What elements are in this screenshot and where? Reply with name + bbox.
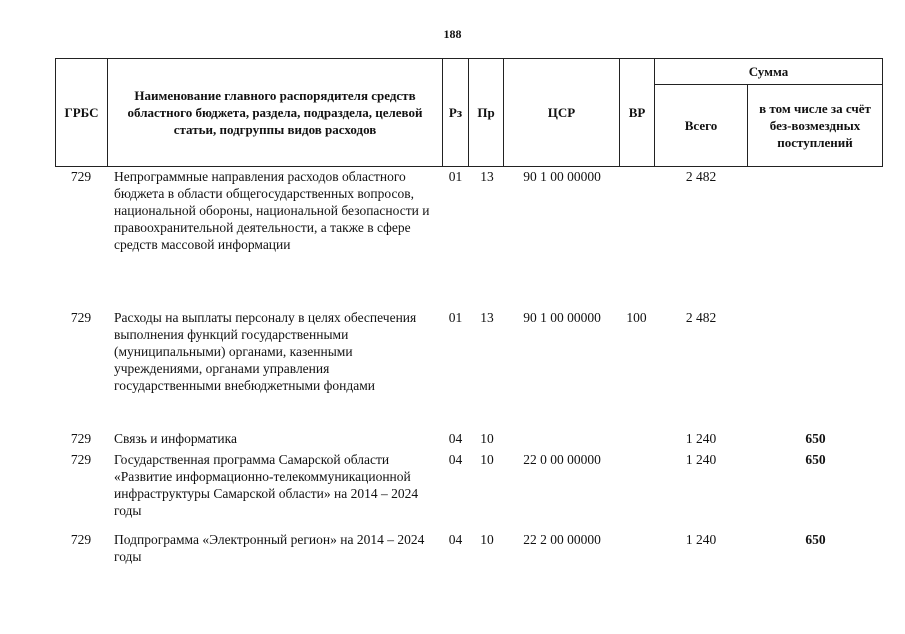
cell-csr: 22 0 00 00000 (523, 452, 601, 467)
cell-pr: 13 (480, 169, 494, 184)
cell-rz: 04 (448, 532, 463, 547)
cell-csr: 90 1 00 00000 (523, 169, 601, 184)
cell-name: Непрограммные направления расходов областного бюджета в области общегосударственных вопросов, национальной обороны, национальной безопасности и правоохранительной деятельности, а также в сфере средств массовой информации (114, 169, 430, 252)
cell-free: 650 (805, 431, 826, 446)
page-number: 188 (443, 27, 462, 41)
header-free: в том числе за счёт без-возмездных поступлений (759, 101, 871, 150)
cell-grbs: 729 (70, 310, 92, 325)
header-sum: Сумма (748, 63, 789, 79)
cell-name: Подпрограмма «Электронный регион» на 2014 – 2024 годы (114, 532, 425, 564)
header-rz: Рз (448, 104, 463, 120)
cell-pr: 13 (480, 310, 494, 325)
cell-rz: 04 (448, 452, 463, 467)
cell-total: 1 240 (685, 452, 717, 467)
header-pr: Пр (477, 104, 495, 120)
cell-free: 650 (805, 452, 826, 467)
cell-name: Расходы на выплаты персоналу в целях обеспечения выполнения функций государственными (муниципальными) органами, казенными учреждениями, органами управления государственными внебюджетными фондами (114, 310, 417, 393)
cell-pr: 10 (480, 431, 494, 446)
cell-total: 1 240 (685, 532, 717, 547)
cell-rz: 04 (448, 431, 463, 446)
header-total: Всего (684, 118, 718, 133)
table-header (55, 58, 883, 167)
cell-pr: 10 (480, 532, 494, 547)
cell-name: Государственная программа Самарской области «Развитие информационно-телекоммуникационной инфраструктуры Самарской области» на 2014 – 2024 годы (114, 452, 419, 518)
cell-rz: 01 (448, 310, 463, 325)
cell-grbs: 729 (70, 169, 92, 184)
cell-pr: 10 (480, 452, 494, 467)
cell-grbs: 729 (70, 532, 92, 547)
header-csr: ЦСР (547, 104, 576, 120)
cell-free: 650 (805, 532, 826, 547)
cell-csr: 22 2 00 00000 (523, 532, 601, 547)
cell-csr: 90 1 00 00000 (523, 310, 601, 325)
cell-total: 2 482 (685, 310, 717, 325)
header-vr: ВР (628, 104, 646, 120)
cell-total: 2 482 (685, 169, 717, 184)
cell-total: 1 240 (685, 431, 717, 446)
cell-name: Связь и информатика (114, 431, 237, 446)
header-grbs: ГРБС (64, 104, 99, 120)
cell-grbs: 729 (70, 452, 92, 467)
cell-vr: 100 (626, 310, 647, 325)
header-name: Наименование главного распорядителя средств областного бюджета, раздела, подраздела, целевой статьи, подгруппы видов расходов (127, 87, 423, 137)
cell-rz: 01 (448, 169, 463, 184)
cell-grbs: 729 (70, 431, 92, 446)
